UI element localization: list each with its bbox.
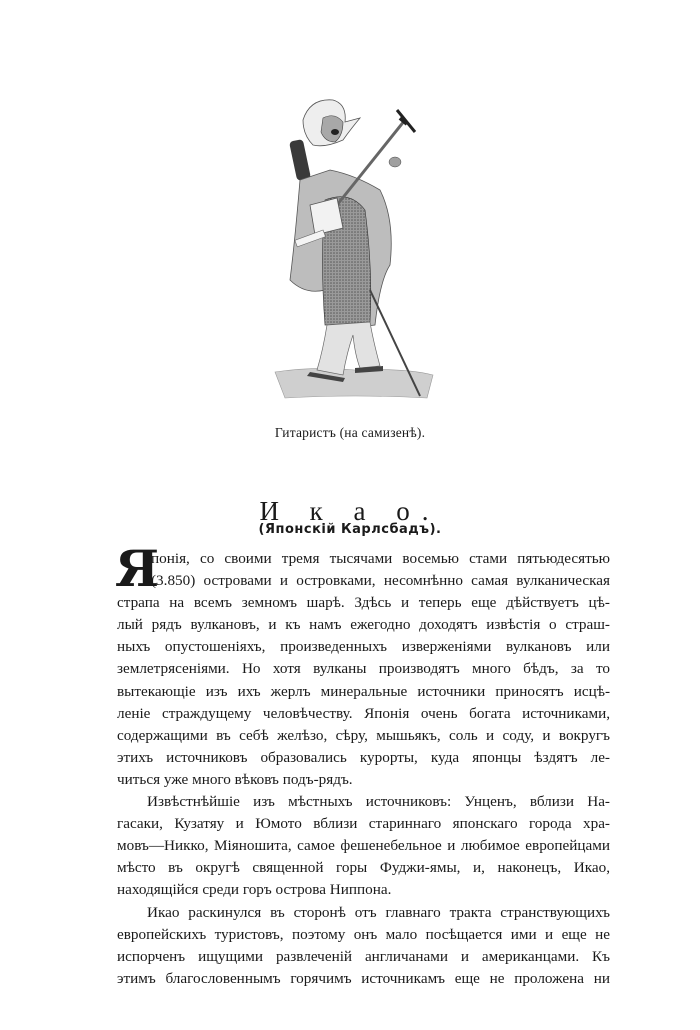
text-line: лый рядъ вулкановъ, и къ намъ ежегодно доходятъ извѣстія о страш- (117, 616, 610, 634)
text-line: читься уже много вѣковъ подъ-рядъ. (117, 770, 353, 788)
text-line: мовъ—Никко, Міяношита, самое фешенебельное и любимое европейцами (117, 837, 610, 855)
text-line: понія, со своими тремя тысячами восемью стами пятьюдесятью (151, 550, 610, 567)
text-line: вытекающіе изъ ихъ жерлъ минеральные источники приносятъ исцѣ- (117, 682, 610, 700)
text-line: Икао раскинулся въ сторонѣ отъ главнаго тракта странствующихъ (147, 903, 610, 921)
text-line: европейскихъ туристовъ, поэтому онъ мало посѣщается ими и еще не (117, 925, 610, 943)
text-line: испорченъ ищущими развлеченій англичанами и американцами. Къ (117, 947, 610, 965)
shamisen-player-figure (255, 90, 445, 400)
text-line: страпа на всемъ земномъ шарѣ. Здѣсь и теперь еще дѣйствуетъ цѣ- (117, 594, 610, 612)
text-line: леніе страждущему человѣчеству. Японія очень богата источниками, (117, 704, 610, 722)
text-line: Извѣстнѣйшіе изъ мѣстныхъ источниковъ: Унценъ, вблизи На- (147, 793, 610, 811)
guitarist-illustration (255, 90, 445, 400)
article-subtitle: (Японскій Карлсбадъ). (258, 522, 442, 537)
drop-cap: Я (115, 539, 160, 598)
text-line: этихъ источниковъ образовались курорты, куда японцы ѣздятъ ле- (117, 748, 610, 766)
text-line: ныхъ опустошеніяхъ, произведенныхъ изверженіями вулкановъ или (117, 638, 610, 656)
text-line: этимъ благословеннымъ горячимъ источникамъ еще не проложена ни (117, 969, 610, 987)
figure-caption: Гитаристъ (на самизенѣ). (274, 425, 426, 440)
text-line: гасаки, Кузатяу и Юмото вблизи стариннаго японскаго города хра- (117, 815, 610, 833)
text-line: содержащими въ себѣ желѣзо, сѣру, мышьякъ, соль и соду, и вокругъ (117, 726, 610, 744)
text-line: землетрясеніями. Но хотя вулканы производятъ много бѣдъ, за то (117, 660, 610, 678)
article-body (115, 539, 610, 990)
text-line: (3.850) островами и островками, несомнѣнно самая вулканическая (151, 572, 610, 590)
article-title: И к а о. (259, 496, 441, 527)
text-line: находящійся среди горъ острова Ниппона. (117, 881, 392, 899)
text-line: мѣсто въ округѣ священной горы Фуджи-ямы, и, наконецъ, Икао, (117, 859, 610, 877)
